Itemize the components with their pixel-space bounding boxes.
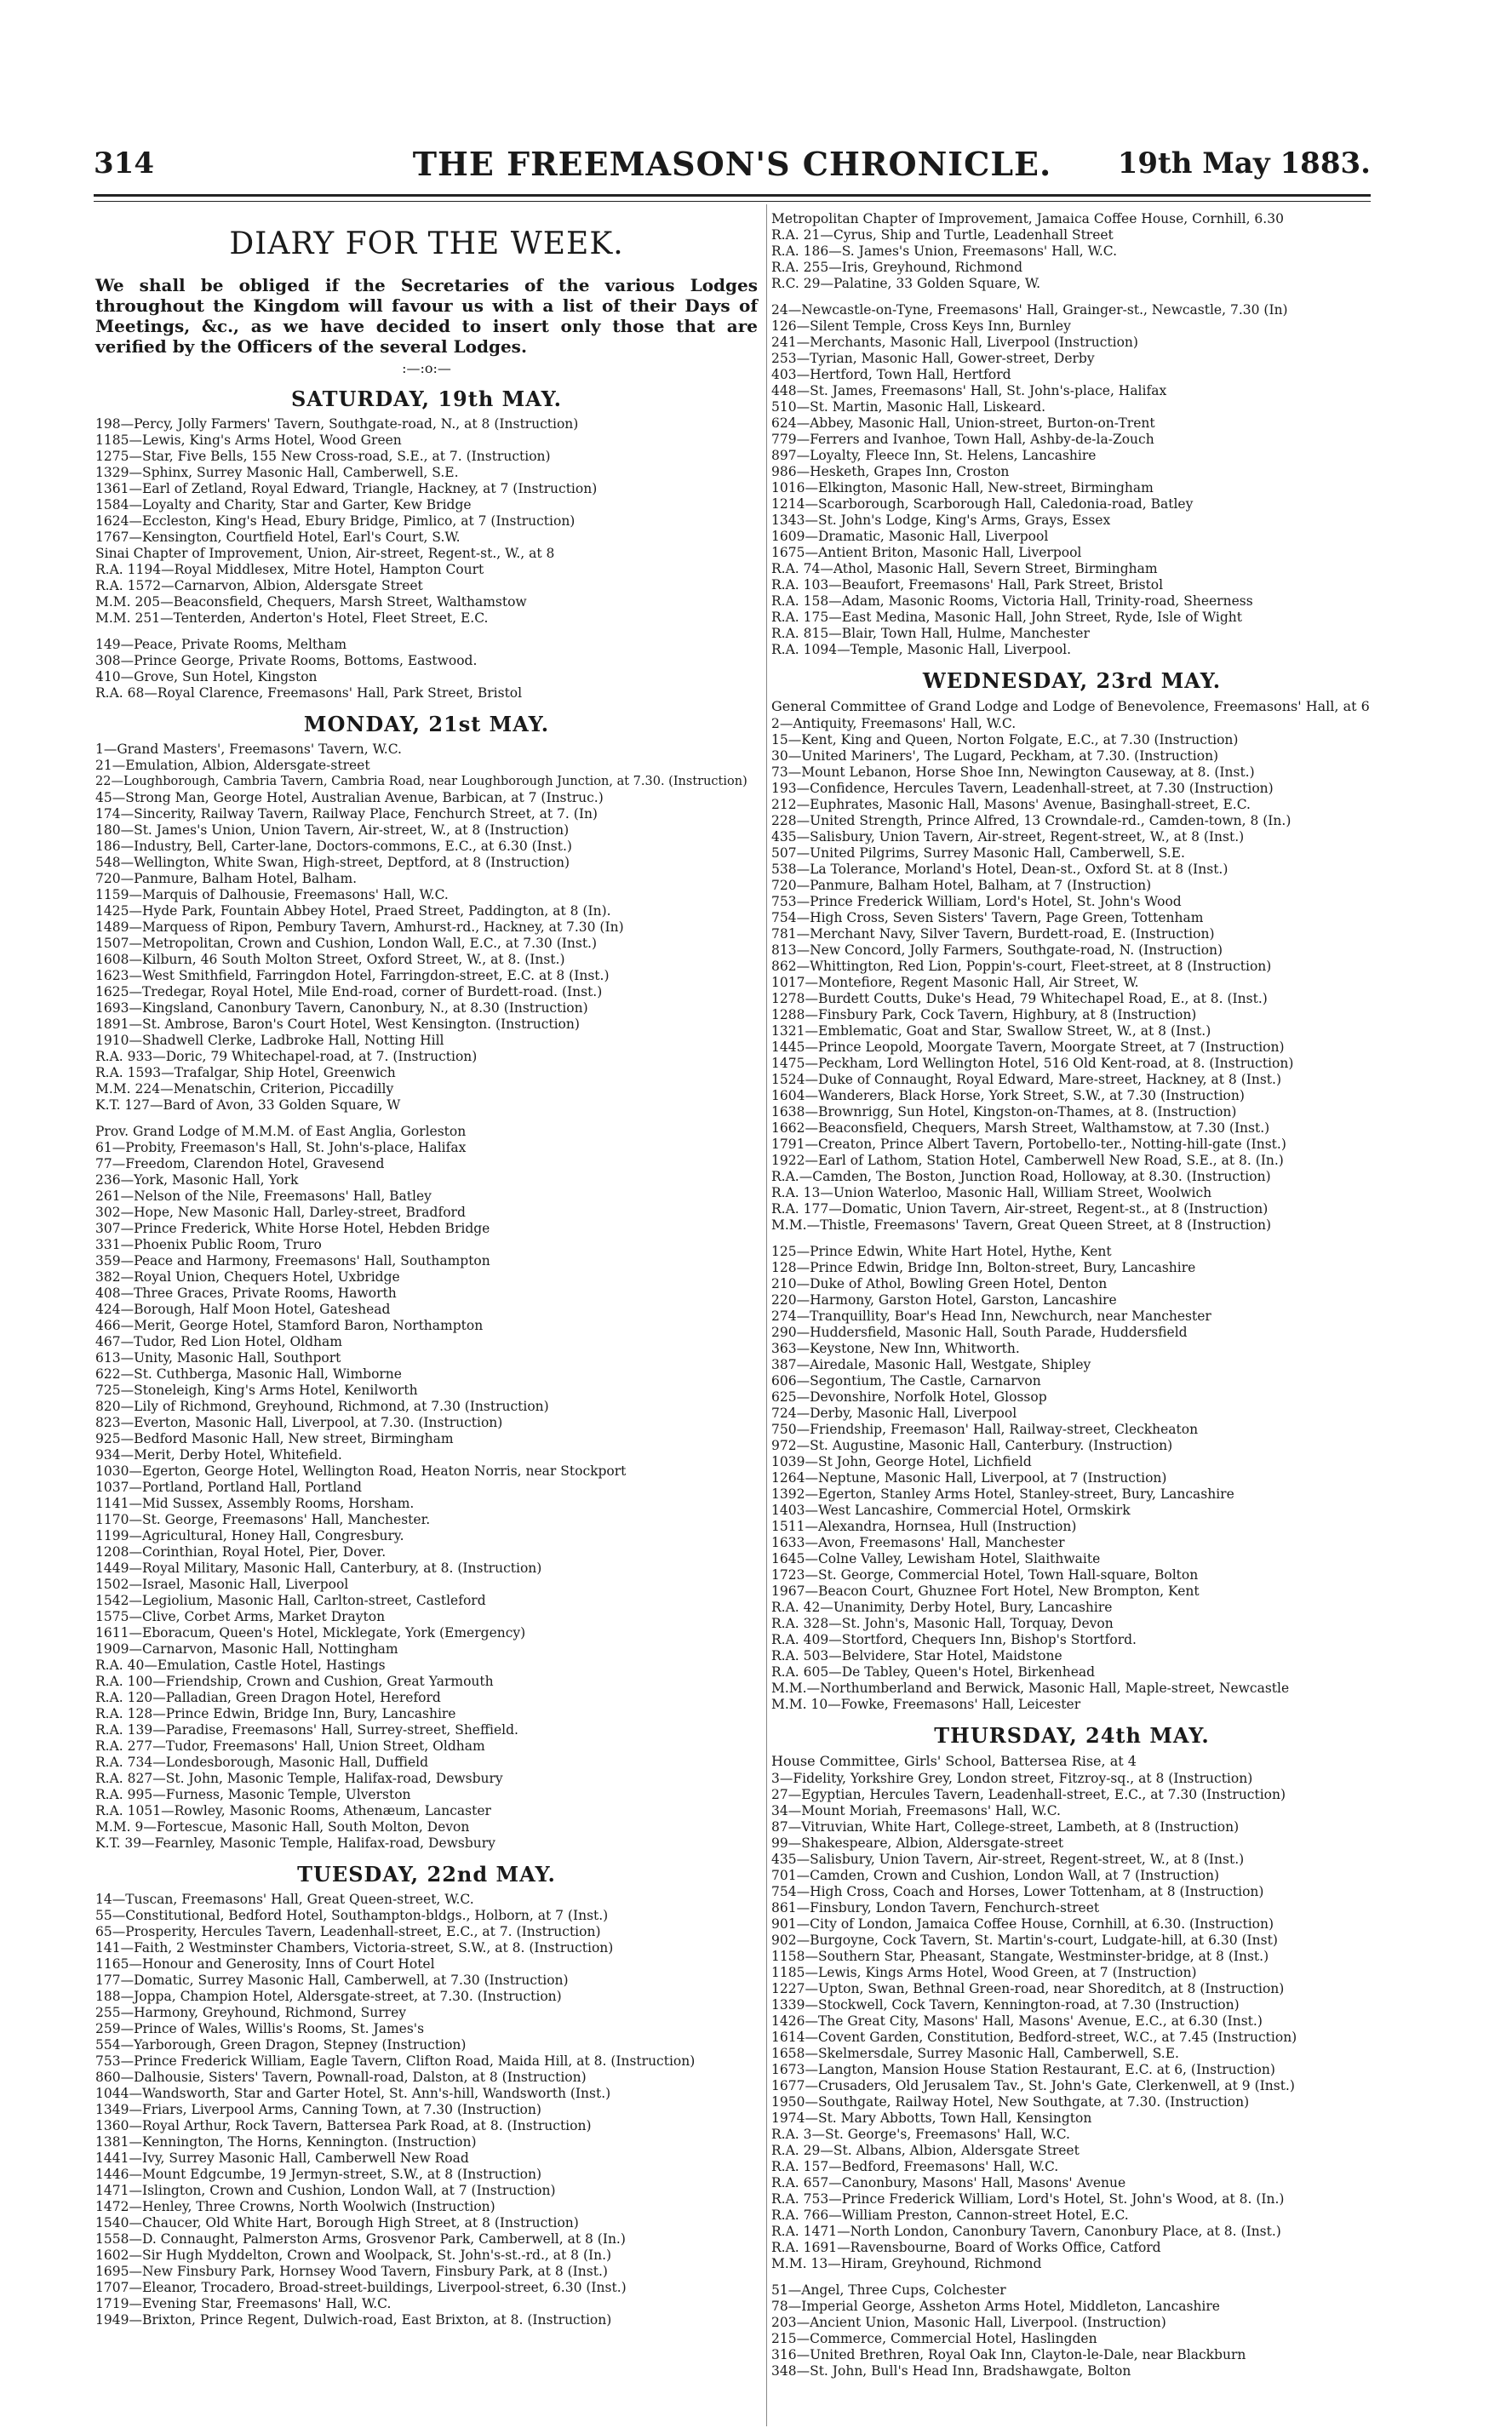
meeting-entry: 1542—Legiolium, Masonic Hall, Carlton-street, Castleford (95, 1593, 486, 1608)
meeting-entry: 1645—Colne Valley, Lewisham Hotel, Slaithwaite (771, 1551, 1101, 1566)
meeting-entry: M.M. 205—Beaconsfield, Chequers, Marsh Street, Walthamstow (95, 594, 527, 610)
meeting-entry: 220—Harmony, Garston Hotel, Garston, Lancashire (771, 1292, 1117, 1308)
day-heading: THURSDAY, 24th MAY. (934, 1723, 1210, 1748)
header-rule-thick (94, 194, 1371, 197)
meeting-entry: 1723—St. George, Commercial Hotel, Town Hall-square, Bolton (771, 1567, 1199, 1583)
meeting-entry: 1159—Marquis of Dalhousie, Freemasons' Hall, W.C. (95, 887, 449, 902)
meeting-entry: 813—New Concord, Jolly Farmers, Southgate-road, N. (Instruction) (771, 942, 1223, 958)
meeting-entry: 1608—Kilburn, 46 South Molton Street, Oxford Street, W., at 8. (Inst.) (95, 952, 565, 967)
group-separator (771, 292, 1372, 302)
day-section (771, 1723, 1372, 2379)
meeting-entry: R.C. 29—Palatine, 33 Golden Square, W. (771, 276, 1041, 291)
meeting-entry: M.M.—Northumberland and Berwick, Masonic Hall, Maple-street, Newcastle (771, 1681, 1290, 1696)
meeting-entry: 1381—Kennington, The Horns, Kennington. (Instruction) (95, 2134, 477, 2150)
right-column (771, 211, 1372, 2379)
day-section (95, 1862, 758, 2328)
meeting-entry: 1949—Brixton, Prince Regent, Dulwich-road, East Brixton, at 8. (Instruction) (95, 2312, 612, 2328)
meeting-entry: 307—Prince Frederick, White Horse Hotel, Hebden Bridge (95, 1221, 490, 1236)
meeting-entry: 435—Salisbury, Union Tavern, Air-street, Regent-street, W., at 8 (Inst.) (771, 1852, 1245, 1867)
meeting-entry: 1343—St. John's Lodge, King's Arms, Grays, Essex (771, 513, 1111, 528)
meeting-entry: 1974—St. Mary Abbotts, Town Hall, Kensington (771, 2110, 1092, 2126)
meeting-entry: 1471—Islington, Crown and Cushion, London Wall, at 7 (Instruction) (95, 2183, 556, 2198)
meeting-entry: 1584—Loyalty and Charity, Star and Garter, Kew Bridge (95, 497, 472, 513)
meeting-list (771, 716, 1372, 1713)
meeting-entry: 1039—St John, George Hotel, Lichfield (771, 1454, 1032, 1469)
meeting-entry: 1673—Langton, Mansion House Station Restaurant, E.C. at 6, (Instruction) (771, 2062, 1275, 2077)
meeting-entry: 1719—Evening Star, Freemasons' Hall, W.C. (95, 2296, 392, 2311)
day-note: House Committee, Girls' School, Battersea Rise, at 4 (771, 1753, 1137, 1769)
meeting-entry: 625—Devonshire, Norfolk Hotel, Glossop (771, 1389, 1047, 1405)
left-column (95, 211, 758, 2328)
meeting-entry: 1030—Egerton, George Hotel, Wellington Road, Heaton Norris, near Stockport (95, 1463, 627, 1479)
meeting-entry: 1707—Eleanor, Trocadero, Broad-street-buildings, Liverpool-street, 6.30 (Inst.) (95, 2280, 627, 2295)
meeting-entry: 467—Tudor, Red Lion Hotel, Oldham (95, 1334, 342, 1349)
meeting-entry: 1677—Crusaders, Old Jerusalem Tav., St. John's Gate, Clerkenwell, at 9 (Inst.) (771, 2078, 1295, 2093)
meeting-entry: 21—Emulation, Albion, Aldersgate-street (95, 758, 370, 773)
meeting-entry: 141—Faith, 2 Westminster Chambers, Victoria-street, S.W., at 8. (Instruction) (95, 1940, 614, 1956)
meeting-entry: 1425—Hyde Park, Fountain Abbey Hotel, Praed Street, Paddington, at 8 (In). (95, 903, 611, 919)
meeting-entry: 45—Strong Man, George Hotel, Australian Avenue, Barbican, at 7 (Instruc.) (95, 790, 604, 805)
meeting-entry: 1426—The Great City, Masons' Hall, Masons' Avenue, E.C., at 6.30 (Inst.) (771, 2013, 1263, 2029)
meeting-entry: 986—Hesketh, Grapes Inn, Croston (771, 464, 1010, 479)
meeting-entry: R.A. 177—Domatic, Union Tavern, Air-street, Regent-st., at 8 (Instruction) (771, 1201, 1269, 1217)
meeting-entry: 1044—Wandsworth, Star and Garter Hotel, St. Ann's-hill, Wandsworth (Inst.) (95, 2086, 611, 2101)
meeting-entry: 290—Huddersfield, Masonic Hall, South Parade, Huddersfield (771, 1325, 1188, 1340)
meeting-entry: 212—Euphrates, Masonic Hall, Masons' Avenue, Basinghall-street, E.C. (771, 797, 1251, 812)
meeting-entry: 753—Prince Frederick William, Lord's Hotel, St. John's Wood (771, 894, 1182, 909)
meeting-entry: 720—Panmure, Balham Hotel, Balham, at 7 (Instruction) (771, 878, 1152, 893)
day-heading: SATURDAY, 19th MAY. (290, 387, 563, 411)
meeting-entry: 363—Keystone, New Inn, Whitworth. (771, 1341, 1020, 1356)
meeting-entry: 1540—Chaucer, Old White Hart, Borough High Street, at 8 (Instruction) (95, 2215, 579, 2230)
meeting-entry: R.A. 103—Beaufort, Freemasons' Hall, Park Street, Bristol (771, 577, 1164, 593)
meeting-entry: Sinai Chapter of Improvement, Union, Air-street, Regent-st., W., at 8 (95, 546, 555, 561)
meeting-entry: 410—Grove, Sun Hotel, Kingston (95, 669, 318, 684)
meeting-entry: 387—Airedale, Masonic Hall, Westgate, Shipley (771, 1357, 1091, 1372)
meeting-entry: 174—Sincerity, Railway Tavern, Railway Place, Fenchurch Street, at 7. (In) (95, 806, 598, 822)
meeting-list (95, 1892, 758, 2328)
meeting-entry: 725—Stoneleigh, King's Arms Hotel, Kenilworth (95, 1383, 418, 1398)
meeting-entry: R.A. 995—Furness, Masonic Temple, Ulverston (95, 1787, 411, 1802)
meeting-entry: 274—Tranquillity, Boar's Head Inn, Newchurch, near Manchester (771, 1308, 1211, 1324)
ornament-divider: :—:o:— (402, 360, 451, 376)
meeting-entry: 1633—Avon, Freemasons' Hall, Manchester (771, 1535, 1065, 1550)
meeting-entry: 925—Bedford Masonic Hall, New street, Birmingham (95, 1431, 454, 1446)
meeting-entry: 359—Peace and Harmony, Freemasons' Hall, Southampton (95, 1253, 490, 1268)
meeting-entry: 1185—Lewis, King's Arms Hotel, Wood Green (95, 432, 402, 448)
meeting-entry: 1625—Tredegar, Royal Hotel, Mile End-road, corner of Burdett-road. (Inst.) (95, 984, 603, 999)
meeting-entry: 186—Industry, Bell, Carter-lane, Doctors-commons, E.C., at 6.30 (Inst.) (95, 839, 572, 854)
meeting-entry: 754—High Cross, Seven Sisters' Tavern, Page Green, Tottenham (771, 910, 1204, 925)
column-divider (766, 204, 767, 2426)
meeting-list (95, 742, 758, 1852)
meeting-list (771, 1771, 1372, 2379)
page-header (94, 136, 1371, 187)
meeting-entry: 507—United Pilgrims, Surrey Masonic Hall, Camberwell, S.E. (771, 845, 1185, 861)
meeting-entry: 1339—Stockwell, Cock Tavern, Kennington-road, at 7.30 (Instruction) (771, 1997, 1240, 2013)
meeting-entry: 302—Hope, New Masonic Hall, Darley-street, Bradford (95, 1205, 466, 1220)
meeting-entry: 1658—Skelmersdale, Surrey Masonic Hall, Camberwell, S.E. (771, 2046, 1179, 2061)
day-section (771, 211, 1372, 658)
meeting-entry: 1614—Covent Garden, Constitution, Bedford-street, W.C., at 7.45 (Instruction) (771, 2030, 1297, 2045)
meeting-entry: 781—Merchant Navy, Silver Tavern, Burdett-road, E. (Instruction) (771, 926, 1215, 942)
meeting-entry: R.A. 100—Friendship, Crown and Cushion, Great Yarmouth (95, 1674, 494, 1689)
meeting-entry: 548—Wellington, White Swan, High-street, Deptford, at 8 (Instruction) (95, 855, 570, 870)
meeting-entry: 382—Royal Union, Chequers Hotel, Uxbridge (95, 1269, 400, 1285)
meeting-entry: R.A. 827—St. John, Masonic Temple, Halifax-road, Dewsbury (95, 1771, 503, 1786)
meeting-entry: 1441—Ivy, Surrey Masonic Hall, Camberwell New Road (95, 2150, 469, 2166)
left-day-list (95, 387, 758, 2328)
meeting-entry: 1141—Mid Sussex, Assembly Rooms, Horsham. (95, 1496, 415, 1511)
meeting-entry: 606—Segontium, The Castle, Carnarvon (771, 1373, 1041, 1389)
meeting-entry: R.A. 1194—Royal Middlesex, Mitre Hotel, Hampton Court (95, 562, 484, 577)
meeting-entry: 754—High Cross, Coach and Horses, Lower Tottenham, at 8 (Instruction) (771, 1884, 1264, 1899)
day-section (95, 387, 758, 701)
group-separator (95, 627, 758, 637)
meeting-entry: 215—Commerce, Commercial Hotel, Haslingden (771, 2331, 1097, 2346)
meeting-entry: M.M.—Thistle, Freemasons' Tavern, Great Queen Street, at 8 (Instruction) (771, 1217, 1272, 1233)
meeting-entry: R.A. 42—Unanimity, Derby Hotel, Bury, Lancashire (771, 1600, 1113, 1615)
meeting-entry: 701—Camden, Crown and Cushion, London Wall, at 7 (Instruction) (771, 1868, 1220, 1883)
meeting-entry: 820—Lily of Richmond, Greyhound, Richmond, at 7.30 (Instruction) (95, 1399, 549, 1414)
meeting-entry: 1693—Kingsland, Canonbury Tavern, Canonbury, N., at 8.30 (Instruction) (95, 1000, 588, 1016)
meeting-entry: 308—Prince George, Private Rooms, Bottoms, Eastwood. (95, 653, 478, 668)
meeting-entry: 424—Borough, Half Moon Hotel, Gateshead (95, 1302, 391, 1317)
meeting-entry: 2—Antiquity, Freemasons' Hall, W.C. (771, 716, 1017, 731)
meeting-entry: 316—United Brethren, Royal Oak Inn, Clayton-le-Dale, near Blackburn (771, 2347, 1246, 2362)
meeting-entry: 1017—Montefiore, Regent Masonic Hall, Air Street, W. (771, 975, 1139, 990)
meeting-entry: R.A. 328—St. John's, Masonic Hall, Torquay, Devon (771, 1616, 1114, 1631)
meeting-entry: 403—Hertford, Town Hall, Hertford (771, 367, 1011, 382)
meeting-entry: 1662—Beaconsfield, Chequers, Marsh Street, Walthamstow, at 7.30 (Inst.) (771, 1120, 1270, 1136)
day-section (771, 668, 1372, 1713)
meeting-entry: 1349—Friars, Liverpool Arms, Canning Town, at 7.30 (Instruction) (95, 2102, 541, 2117)
meeting-entry: 15—Kent, King and Queen, Norton Folgate, E.C., at 7.30 (Instruction) (771, 732, 1239, 747)
meeting-entry: 1321—Emblematic, Goat and Star, Swallow Street, W., at 8 (Inst.) (771, 1023, 1211, 1039)
meeting-entry: 1967—Beacon Court, Ghuznee Fort Hotel, New Brompton, Kent (771, 1583, 1200, 1599)
meeting-entry: R.A. 409—Stortford, Chequers Inn, Bishop's Stortford. (771, 1632, 1137, 1647)
meeting-entry: 862—Whittington, Red Lion, Poppin's-court, Fleet-street, at 8 (Instruction) (771, 959, 1272, 974)
meeting-entry: 1511—Alexandra, Hornsea, Hull (Instruction) (771, 1519, 1077, 1534)
meeting-entry: 1445—Prince Leopold, Moorgate Tavern, Moorgate Street, at 7 (Instruction) (771, 1039, 1285, 1055)
meeting-entry: 972—St. Augustine, Masonic Hall, Canterbury. (Instruction) (771, 1438, 1173, 1453)
meeting-entry: 228—United Strength, Prince Alfred, 13 Crowndale-rd., Camden-town, 8 (In.) (771, 813, 1292, 828)
meeting-entry: R.A. 186—S. James's Union, Freemasons' Hall, W.C. (771, 243, 1118, 259)
meeting-entry: M.M. 224—Menatschin, Criterion, Piccadilly (95, 1081, 394, 1097)
meeting-entry: 65—Prosperity, Hercules Tavern, Leadenhall-street, E.C., at 7. (Instruction) (95, 1924, 601, 1939)
meeting-entry: R.A. 139—Paradise, Freemasons' Hall, Surrey-street, Sheffield. (95, 1722, 518, 1738)
meeting-entry: R.A. 933—Doric, 79 Whitechapel-road, at 7. (Instruction) (95, 1049, 478, 1064)
meeting-entry: 902—Burgoyne, Cock Tavern, St. Martin's-court, Ludgate-hill, at 6.30 (Inst) (771, 1933, 1278, 1948)
meeting-entry: 27—Egyptian, Hercules Tavern, Leadenhall-street, E.C., at 7.30 (Instruction) (771, 1787, 1286, 1802)
meeting-entry: 1909—Carnarvon, Masonic Hall, Nottingham (95, 1641, 398, 1657)
meeting-entry: 435—Salisbury, Union Tavern, Air-street, Regent-street, W., at 8 (Inst.) (771, 829, 1245, 845)
meeting-entry: 1638—Brownrigg, Sun Hotel, Kingston-on-Thames, at 8. (Instruction) (771, 1104, 1237, 1120)
meeting-entry: Metropolitan Chapter of Improvement, Jamaica Coffee House, Cornhill, 6.30 (771, 211, 1284, 226)
meeting-entry: 77—Freedom, Clarendon Hotel, Gravesend (95, 1156, 385, 1171)
header-rule-thin (94, 201, 1371, 202)
meeting-entry: R.A. 657—Canonbury, Masons' Hall, Masons' Avenue (771, 2175, 1126, 2190)
meeting-entry: 1158—Southern Star, Pheasant, Stangate, Westminster-bridge, at 8 (Inst.) (771, 1949, 1269, 1964)
meeting-entry: 348—St. John, Bull's Head Inn, Bradshawgate, Bolton (771, 2363, 1131, 2379)
meeting-entry: 934—Merit, Derby Hotel, Whitefield. (95, 1447, 342, 1463)
meeting-entry: 34—Mount Moriah, Freemasons' Hall, W.C. (771, 1803, 1061, 1818)
meeting-entry: 1502—Israel, Masonic Hall, Liverpool (95, 1577, 349, 1592)
meeting-entry: 241—Merchants, Masonic Hall, Liverpool (Instruction) (771, 335, 1138, 350)
meeting-entry: K.T. 39—Fearnley, Masonic Temple, Halifax-road, Dewsbury (95, 1835, 495, 1851)
meeting-entry: R.A. 68—Royal Clarence, Freemasons' Hall, Park Street, Bristol (95, 685, 523, 701)
meeting-list (771, 211, 1372, 658)
meeting-entry: R.A. 1593—Trafalgar, Ship Hotel, Greenwich (95, 1065, 396, 1080)
meeting-entry: R.A. 1691—Ravensbourne, Board of Works Office, Catford (771, 2240, 1161, 2255)
meeting-entry: 1472—Henley, Three Crowns, North Woolwich (Instruction) (95, 2199, 495, 2214)
meeting-entry: R.A. 277—Tudor, Freemasons' Hall, Union Street, Oldham (95, 1738, 485, 1754)
meeting-entry: 1016—Elkington, Masonic Hall, New-street, Birmingham (771, 480, 1154, 495)
meeting-entry: R.A. 40—Emulation, Castle Hotel, Hastings (95, 1658, 386, 1673)
meeting-entry: 210—Duke of Athol, Bowling Green Hotel, Denton (771, 1276, 1108, 1291)
group-separator (771, 2272, 1372, 2282)
meeting-entry: 255—Harmony, Greyhound, Richmond, Surrey (95, 2005, 407, 2020)
meeting-entry: R.A. 120—Palladian, Green Dragon Hotel, Hereford (95, 1690, 441, 1705)
meeting-entry: 3—Fidelity, Yorkshire Grey, London street, Fitzroy-sq., at 8 (Instruction) (771, 1771, 1253, 1786)
meeting-entry: 253—Tyrian, Masonic Hall, Gower-street, Derby (771, 351, 1095, 366)
meeting-entry: 1575—Clive, Corbet Arms, Market Drayton (95, 1609, 386, 1624)
meeting-entry: 408—Three Graces, Private Rooms, Haworth (95, 1286, 397, 1301)
meeting-entry: 1288—Finsbury Park, Cock Tavern, Highbury, at 8 (Instruction) (771, 1007, 1197, 1022)
meeting-entry: 1623—West Smithfield, Farringdon Hotel, Farringdon-street, E.C. at 8 (Inst.) (95, 968, 610, 983)
meeting-entry: 73—Mount Lebanon, Horse Shoe Inn, Newington Causeway, at 8. (Inst.) (771, 764, 1255, 780)
day-heading: WEDNESDAY, 23rd MAY. (922, 668, 1222, 693)
meeting-entry: 720—Panmure, Balham Hotel, Balham. (95, 871, 358, 886)
group-separator (95, 1114, 758, 1124)
meeting-entry: 22—Loughborough, Cambria Tavern, Cambria Road, near Loughborough Junction, at 7.30. (Instruction) (95, 775, 747, 788)
meeting-entry: R.A. 766—William Preston, Cannon-street Hotel, E.C. (771, 2208, 1129, 2223)
meeting-entry: 1475—Peckham, Lord Wellington Hotel, 516 Old Kent-road, at 8. (Instruction) (771, 1056, 1294, 1071)
meeting-entry: 1922—Earl of Lathom, Station Hotel, Camberwell New Road, S.E., at 8. (In.) (771, 1153, 1284, 1168)
meeting-entry: R.A. 1051—Rowley, Masonic Rooms, Athenæum, Lancaster (95, 1803, 491, 1818)
meeting-entry: 1227—Upton, Swan, Bethnal Green-road, near Shoreditch, at 8 (Instruction) (771, 1981, 1285, 1996)
meeting-entry: R.A. 21—Cyrus, Ship and Turtle, Leadenhall Street (771, 227, 1114, 243)
meeting-entry: 1602—Sir Hugh Myddelton, Crown and Woolpack, St. John's-st.-rd., at 8 (In.) (95, 2248, 612, 2263)
meeting-entry: 779—Ferrers and Ivanhoe, Town Hall, Ashby-de-la-Zouch (771, 432, 1154, 447)
meeting-entry: 259—Prince of Wales, Willis's Rooms, St. James's (95, 2021, 425, 2036)
meeting-entry: 261—Nelson of the Nile, Freemasons' Hall, Batley (95, 1188, 432, 1204)
issue-date: 19th May 1883. (1117, 146, 1371, 180)
meeting-entry: 1507—Metropolitan, Crown and Cushion, London Wall, E.C., at 7.30 (Inst.) (95, 936, 598, 951)
meeting-entry: 1446—Mount Edgcumbe, 19 Jermyn-street, S.W., at 8 (Instruction) (95, 2167, 542, 2182)
meeting-entry: 99—Shakespeare, Albion, Aldersgate-street (771, 1835, 1064, 1851)
meeting-entry: M.M. 13—Hiram, Greyhound, Richmond (771, 2256, 1042, 2271)
meeting-entry: R.A. 157—Bedford, Freemasons' Hall, W.C. (771, 2159, 1059, 2174)
meeting-entry: 448—St. James, Freemasons' Hall, St. John's-place, Halifax (771, 383, 1167, 398)
group-separator (771, 1234, 1372, 1244)
meeting-entry: 203—Ancient Union, Masonic Hall, Liverpool. (Instruction) (771, 2315, 1166, 2330)
meeting-entry: 1329—Sphinx, Surrey Masonic Hall, Camberwell, S.E. (95, 465, 459, 480)
meeting-entry: 61—Probity, Freemason's Hall, St. John's-place, Halifax (95, 1140, 467, 1155)
meeting-entry: M.M. 10—Fowke, Freemasons' Hall, Leicester (771, 1697, 1081, 1712)
meeting-entry: 1611—Eboracum, Queen's Hotel, Micklegate, York (Emergency) (95, 1625, 526, 1641)
meeting-entry: R.A. 158—Adam, Masonic Rooms, Victoria Hall, Trinity-road, Sheerness (771, 593, 1253, 609)
meeting-entry: 753—Prince Frederick William, Eagle Tavern, Clifton Road, Maida Hill, at 8. (Instruction) (95, 2053, 696, 2069)
meeting-entry: 1360—Royal Arthur, Rock Tavern, Battersea Park Road, at 8. (Instruction) (95, 2118, 592, 2133)
meeting-entry: 622—St. Cuthberga, Masonic Hall, Wimborne (95, 1366, 402, 1382)
meeting-entry: 1489—Marquess of Ripon, Pembury Tavern, Amhurst-rd., Hackney, at 7.30 (In) (95, 919, 624, 935)
meeting-entry: 1791—Creaton, Prince Albert Tavern, Portobello-ter., Notting-hill-gate (Inst.) (771, 1137, 1286, 1152)
meeting-entry: 1609—Dramatic, Masonic Hall, Liverpool (771, 529, 1049, 544)
meeting-entry: 1361—Earl of Zetland, Royal Edward, Triangle, Hackney, at 7 (Instruction) (95, 481, 598, 496)
meeting-entry: 860—Dalhousie, Sisters' Tavern, Pownall-road, Dalston, at 8 (Instruction) (95, 2070, 587, 2085)
meeting-entry: 1185—Lewis, Kings Arms Hotel, Wood Green, at 7 (Instruction) (771, 1965, 1197, 1980)
meeting-entry: 1278—Burdett Coutts, Duke's Head, 79 Whitechapel Road, E., at 8. (Inst.) (771, 991, 1268, 1006)
meeting-entry: 1199—Agricultural, Honey Hall, Congresbury. (95, 1528, 404, 1543)
meeting-entry: 1449—Royal Military, Masonic Hall, Canterbury, at 8. (Instruction) (95, 1560, 542, 1576)
intro-paragraph: We shall be obliged if the Secretaries of the various Lodges throughout the Kingdom will favour us with a list of their Days of Meetings, &c., as we have decided to insert only those that are verified by the Officers of the several Lodges. (95, 275, 758, 357)
meeting-entry: 1214—Scarborough, Scarborough Hall, Caledonia-road, Batley (771, 496, 1194, 512)
right-day-list (771, 211, 1372, 2379)
meeting-entry: 1392—Egerton, Stanley Arms Hotel, Stanley-street, Bury, Lancashire (771, 1486, 1234, 1502)
meeting-entry: R.A. 74—Athol, Masonic Hall, Severn Street, Birmingham (771, 561, 1158, 576)
meeting-entry: R.A. 734—Londesborough, Masonic Hall, Duffield (95, 1755, 429, 1770)
meeting-entry: Prov. Grand Lodge of M.M.M. of East Anglia, Gorleston (95, 1124, 467, 1139)
meeting-entry: 1—Grand Masters', Freemasons' Tavern, W.C. (95, 742, 402, 757)
meeting-entry: 24—Newcastle-on-Tyne, Freemasons' Hall, Grainger-st., Newcastle, 7.30 (In) (771, 302, 1288, 318)
meeting-entry: 1558—D. Connaught, Palmerston Arms, Grosvenor Park, Camberwell, at 8 (In.) (95, 2231, 626, 2247)
meeting-list (95, 416, 758, 701)
meeting-entry: 750—Friendship, Freemason' Hall, Railway-street, Cleckheaton (771, 1422, 1199, 1437)
meeting-entry: 1524—Duke of Connaught, Royal Edward, Mare-street, Hackney, at 8 (Inst.) (771, 1072, 1282, 1087)
meeting-entry: 14—Tuscan, Freemasons' Hall, Great Queen-street, W.C. (95, 1892, 474, 1907)
meeting-entry: 897—Loyalty, Fleece Inn, St. Helens, Lancashire (771, 448, 1097, 463)
meeting-entry: 30—United Mariners', The Lugard, Peckham, at 7.30. (Instruction) (771, 748, 1219, 764)
section-title: DIARY FOR THE WEEK. (229, 226, 624, 261)
meeting-entry: 1891—St. Ambrose, Baron's Court Hotel, West Kensington. (Instruction) (95, 1016, 580, 1032)
meeting-entry: 538—La Tolerance, Morland's Hotel, Dean-st., Oxford St. at 8 (Inst.) (771, 862, 1228, 877)
meeting-entry: 1037—Portland, Portland Hall, Portland (95, 1480, 362, 1495)
meeting-entry: 1767—Kensington, Courtfield Hotel, Earl's Court, S.W. (95, 530, 461, 545)
meeting-entry: 331—Phoenix Public Room, Truro (95, 1237, 322, 1252)
meeting-entry: 128—Prince Edwin, Bridge Inn, Bolton-street, Bury, Lancashire (771, 1260, 1196, 1275)
page-number: 314 (94, 146, 154, 180)
meeting-entry: R.A. 1572—Carnarvon, Albion, Aldersgate Street (95, 578, 423, 593)
meeting-entry: R.A. 13—Union Waterloo, Masonic Hall, William Street, Woolwich (771, 1185, 1212, 1200)
meeting-entry: M.M. 251—Tenterden, Anderton's Hotel, Fleet Street, E.C. (95, 610, 489, 626)
meeting-entry: R.A. 29—St. Albans, Albion, Aldersgate Street (771, 2143, 1080, 2158)
meeting-entry: 510—St. Martin, Masonic Hall, Liskeard. (771, 399, 1046, 415)
meeting-entry: 236—York, Masonic Hall, York (95, 1172, 299, 1188)
meeting-entry: R.A. 1094—Temple, Masonic Hall, Liverpool. (771, 642, 1072, 657)
meeting-entry: 1170—St. George, Freemasons' Hall, Manchester. (95, 1512, 431, 1527)
meeting-entry: 193—Confidence, Hercules Tavern, Leadenhall-street, at 7.30 (Instruction) (771, 781, 1274, 796)
day-heading: TUESDAY, 22nd MAY. (297, 1862, 556, 1887)
meeting-entry: 1950—Southgate, Railway Hotel, New Southgate, at 7.30. (Instruction) (771, 2094, 1250, 2110)
meeting-entry: 51—Angel, Three Cups, Colchester (771, 2282, 1006, 2298)
meeting-entry: 87—Vitruvian, White Hart, College-street, Lambeth, at 8 (Instruction) (771, 1819, 1240, 1835)
day-note: General Committee of Grand Lodge and Lodge of Benevolence, Freemasons' Hall, at 6 (771, 698, 1370, 714)
meeting-entry: 1675—Antient Briton, Masonic Hall, Liverpool (771, 545, 1082, 560)
meeting-entry: 823—Everton, Masonic Hall, Liverpool, at 7.30. (Instruction) (95, 1415, 503, 1430)
meeting-entry: 624—Abbey, Masonic Hall, Union-street, Burton-on-Trent (771, 415, 1155, 431)
meeting-entry: 125—Prince Edwin, White Hart Hotel, Hythe, Kent (771, 1244, 1112, 1259)
meeting-entry: 613—Unity, Masonic Hall, Southport (95, 1350, 341, 1366)
meeting-entry: R.A. 3—St. George's, Freemasons' Hall, W.C. (771, 2127, 1070, 2142)
publication-title: THE FREEMASON'S CHRONICLE. (412, 145, 1052, 183)
meeting-entry: 1403—West Lancashire, Commercial Hotel, Ormskirk (771, 1503, 1131, 1518)
meeting-entry: R.A. 815—Blair, Town Hall, Hulme, Manchester (771, 626, 1090, 641)
meeting-entry: 724—Derby, Masonic Hall, Liverpool (771, 1406, 1017, 1421)
meeting-entry: R.A. 753—Prince Frederick William, Lord's Hotel, St. John's Wood, at 8. (In.) (771, 2191, 1285, 2207)
meeting-entry: 1910—Shadwell Clerke, Ladbroke Hall, Notting Hill (95, 1033, 444, 1048)
meeting-entry: 1695—New Finsbury Park, Hornsey Wood Tavern, Finsbury Park, at 8 (Inst.) (95, 2264, 608, 2279)
meeting-entry: 149—Peace, Private Rooms, Meltham (95, 637, 347, 652)
meeting-entry: 1208—Corinthian, Royal Hotel, Pier, Dover. (95, 1544, 387, 1560)
meeting-entry: R.A. 1471—North London, Canonbury Tavern, Canonbury Place, at 8. (Inst.) (771, 2224, 1281, 2239)
meeting-entry: 1604—Wanderers, Black Horse, York Street, S.W., at 7.30 (Instruction) (771, 1088, 1245, 1103)
meeting-entry: R.A. 128—Prince Edwin, Bridge Inn, Bury, Lancashire (95, 1706, 456, 1721)
meeting-entry: 126—Silent Temple, Cross Keys Inn, Burnley (771, 318, 1071, 334)
meeting-entry: 466—Merit, George Hotel, Stamford Baron, Northampton (95, 1318, 484, 1333)
day-heading: MONDAY, 21st MAY. (303, 712, 550, 736)
meeting-entry: 901—City of London, Jamaica Coffee House, Cornhill, at 6.30. (Instruction) (771, 1916, 1274, 1932)
day-section (95, 712, 758, 1852)
meeting-entry: 1624—Eccleston, King's Head, Ebury Bridge, Pimlico, at 7 (Instruction) (95, 513, 576, 529)
meeting-entry: R.A. 175—East Medina, Masonic Hall, John Street, Ryde, Isle of Wight (771, 610, 1242, 625)
meeting-entry: 861—Finsbury, London Tavern, Fenchurch-street (771, 1900, 1100, 1915)
meeting-entry: 1264—Neptune, Masonic Hall, Liverpool, at 7 (Instruction) (771, 1470, 1167, 1486)
meeting-entry: 1275—Star, Five Bells, 155 New Cross-road, S.E., at 7. (Instruction) (95, 449, 551, 464)
meeting-entry: 1165—Honour and Generosity, Inns of Court Hotel (95, 1956, 435, 1972)
meeting-entry: R.A.—Camden, The Boston, Junction Road, Holloway, at 8.30. (Instruction) (771, 1169, 1271, 1184)
meeting-entry: 78—Imperial George, Assheton Arms Hotel, Middleton, Lancashire (771, 2299, 1220, 2314)
meeting-entry: R.A. 605—De Tabley, Queen's Hotel, Birkenhead (771, 1664, 1096, 1680)
meeting-entry: K.T. 127—Bard of Avon, 33 Golden Square, W (95, 1097, 401, 1113)
meeting-entry: 198—Percy, Jolly Farmers' Tavern, Southgate-road, N., at 8 (Instruction) (95, 416, 579, 432)
meeting-entry: R.A. 503—Belvidere, Star Hotel, Maidstone (771, 1648, 1062, 1664)
meeting-entry: 554—Yarborough, Green Dragon, Stepney (Instruction) (95, 2037, 467, 2053)
meeting-entry: 55—Constitutional, Bedford Hotel, Southampton-bldgs., Holborn, at 7 (Inst.) (95, 1908, 609, 1923)
meeting-entry: 188—Joppa, Champion Hotel, Aldersgate-street, at 7.30. (Instruction) (95, 1989, 562, 2004)
meeting-entry: 177—Domatic, Surrey Masonic Hall, Camberwell, at 7.30 (Instruction) (95, 1973, 569, 1988)
meeting-entry: R.A. 255—Iris, Greyhound, Richmond (771, 260, 1023, 275)
meeting-entry: 180—St. James's Union, Union Tavern, Air-street, W., at 8 (Instruction) (95, 822, 570, 838)
meeting-entry: M.M. 9—Fortescue, Masonic Hall, South Molton, Devon (95, 1819, 470, 1835)
